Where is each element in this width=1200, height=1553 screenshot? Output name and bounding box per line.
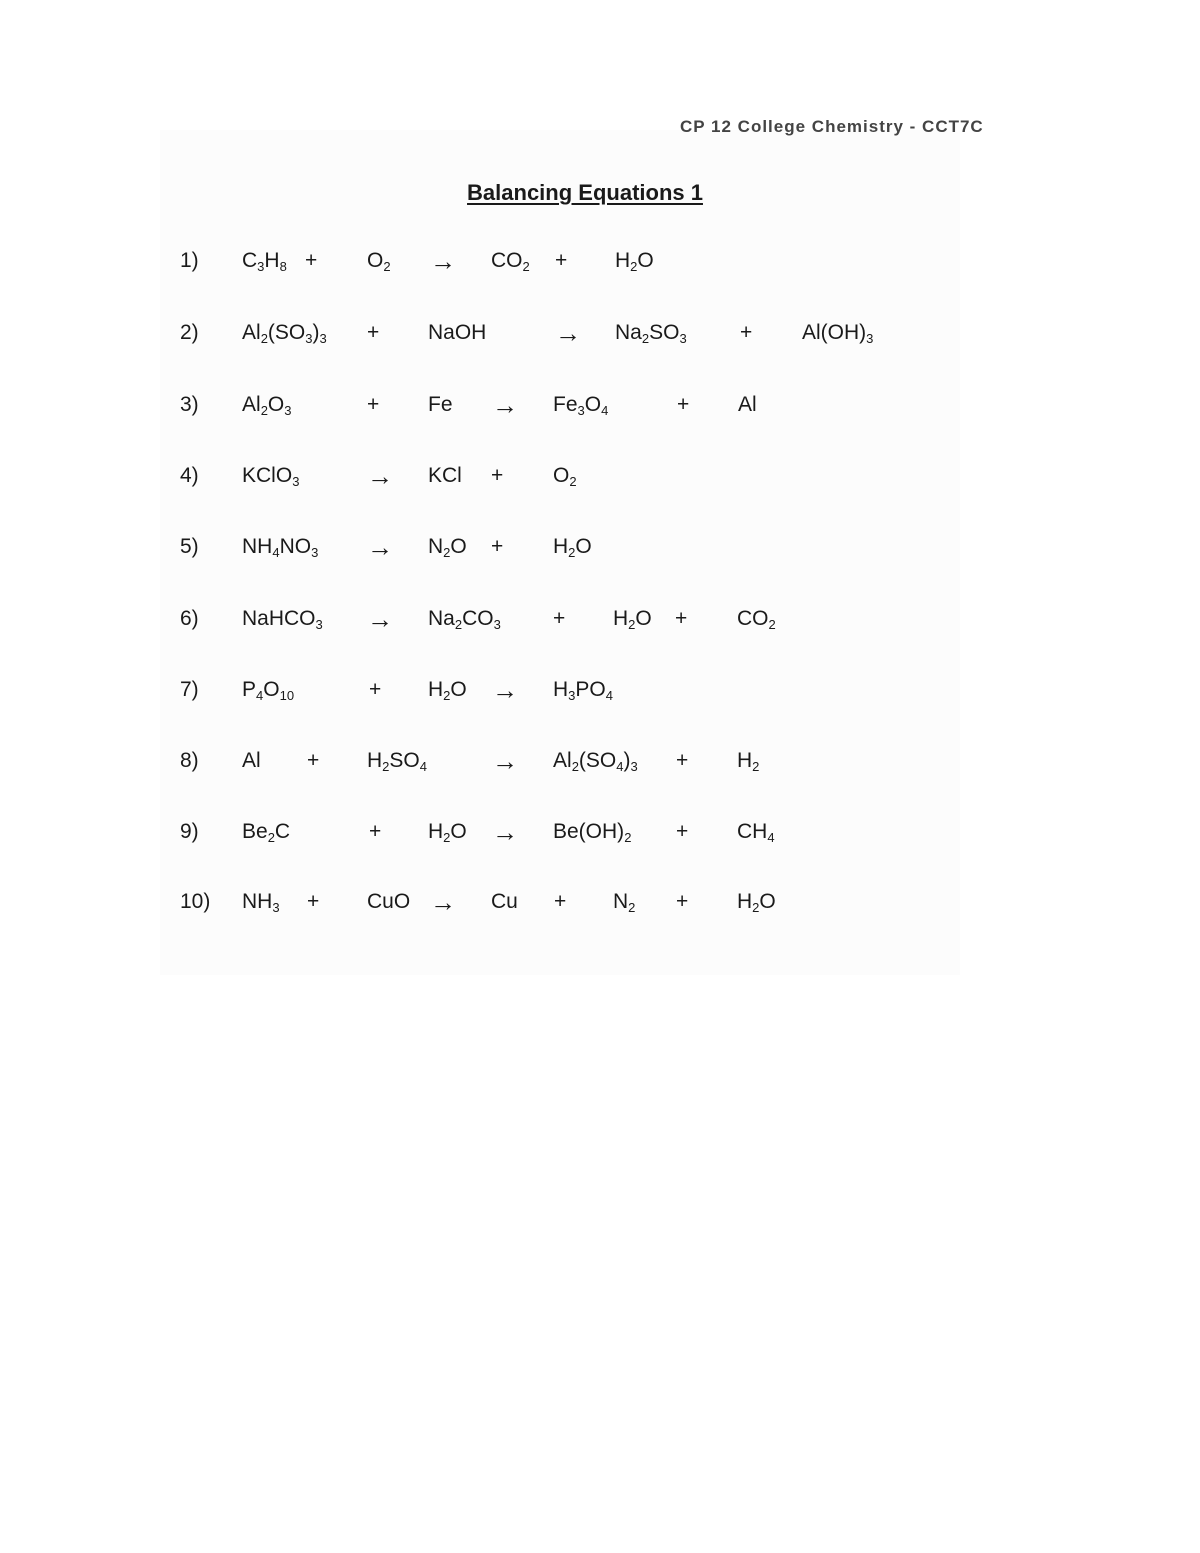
chemical-formula: $O_2$	[553, 464, 577, 489]
chemical-formula: $H_2$	[737, 749, 760, 774]
reaction-arrow: →	[367, 461, 393, 491]
chemical-formula: $Na_2CO_3$	[428, 607, 501, 632]
chemical-formula: $H_2O$	[615, 249, 654, 274]
plus-sign: +	[555, 249, 568, 272]
header-fragment: CP 12 College Chemistry - CCT7C	[680, 117, 984, 136]
chemical-formula: $Be_2C$	[242, 820, 291, 845]
equation-number: 2)	[180, 321, 199, 344]
plus-sign: +	[554, 890, 567, 913]
equation-number: 8)	[180, 749, 199, 772]
reaction-arrow: →	[430, 246, 456, 276]
chemical-formula: $Al_2(SO_3)_3$	[242, 321, 327, 346]
chemical-formula: Cu	[491, 890, 518, 913]
reaction-arrow: →	[492, 675, 518, 705]
reaction-arrow: →	[430, 887, 456, 917]
chemical-formula: Fe	[428, 393, 453, 416]
chemical-formula: $CO_2$	[491, 249, 530, 274]
chemical-formula: $NH_3$	[242, 890, 280, 915]
plus-sign: +	[307, 749, 320, 772]
page-title: Balancing Equations 1	[467, 180, 703, 205]
plus-sign: +	[305, 249, 318, 272]
chemical-formula: $H_2SO_4$	[367, 749, 427, 774]
reaction-arrow: →	[367, 532, 393, 562]
reaction-arrow: →	[492, 390, 518, 420]
plus-sign: +	[676, 820, 689, 843]
chemical-formula: $H_3PO_4$	[553, 678, 613, 703]
chemical-formula: $Fe_3O_4$	[553, 393, 609, 418]
plus-sign: +	[491, 535, 504, 558]
chemical-formula: $Be(OH)_2$	[553, 820, 632, 845]
equation-number: 10)	[180, 890, 211, 913]
reaction-arrow: →	[492, 817, 518, 847]
chemical-formula: CuO	[367, 890, 411, 913]
chemical-formula: Al	[242, 749, 261, 772]
chemical-formula: $H_2O$	[737, 890, 776, 915]
chemical-formula: KCl	[428, 464, 462, 487]
plus-sign: +	[369, 820, 382, 843]
equation-number: 6)	[180, 607, 199, 630]
equation-number: 4)	[180, 464, 199, 487]
plus-sign: +	[367, 393, 380, 416]
chemical-formula: $N_2$	[613, 890, 636, 915]
chemical-formula: $P_4O_{10}$	[242, 678, 295, 703]
equation-number: 9)	[180, 820, 199, 843]
chemical-formula: $CO_2$	[737, 607, 776, 632]
chemical-formula: $NH_4NO_3$	[242, 535, 319, 560]
chemical-formula: $Na_2SO_3$	[615, 321, 687, 346]
chemical-formula: $H_2O$	[613, 607, 652, 632]
plus-sign: +	[491, 464, 504, 487]
chemical-formula: $Al(OH)_3$	[802, 321, 874, 346]
plus-sign: +	[553, 607, 566, 630]
plus-sign: +	[369, 678, 382, 701]
equation-number: 1)	[180, 249, 199, 272]
chemical-formula: $Al_2(SO_4)_3$	[553, 749, 638, 774]
reaction-arrow: →	[492, 746, 518, 776]
plus-sign: +	[676, 890, 689, 913]
chemical-formula: $H_2O$	[428, 820, 467, 845]
plus-sign: +	[367, 321, 380, 344]
equation-number: 3)	[180, 393, 199, 416]
equation-number: 5)	[180, 535, 199, 558]
equation-number: 7)	[180, 678, 199, 701]
plus-sign: +	[677, 393, 690, 416]
plus-sign: +	[307, 890, 320, 913]
plus-sign: +	[740, 321, 753, 344]
chemical-formula: $N_2O$	[428, 535, 467, 560]
chemical-formula: Al	[738, 393, 757, 416]
chemical-formula: NaOH	[428, 321, 487, 344]
chemical-formula: NaHCO$_3$	[242, 607, 323, 632]
reaction-arrow: →	[367, 604, 393, 634]
plus-sign: +	[675, 607, 688, 630]
chemical-formula: $CH_4$	[737, 820, 775, 845]
reaction-arrow: →	[555, 318, 581, 348]
plus-sign: +	[676, 749, 689, 772]
chemical-formula: $O_2$	[367, 249, 391, 274]
chemical-formula: $H_2O$	[428, 678, 467, 703]
chemical-formula: $C_3H_8$	[242, 249, 287, 274]
chemical-formula: $Al_2O_3$	[242, 393, 292, 418]
chemical-formula: KClO$_3$	[242, 464, 300, 489]
chemical-formula: $H_2O$	[553, 535, 592, 560]
